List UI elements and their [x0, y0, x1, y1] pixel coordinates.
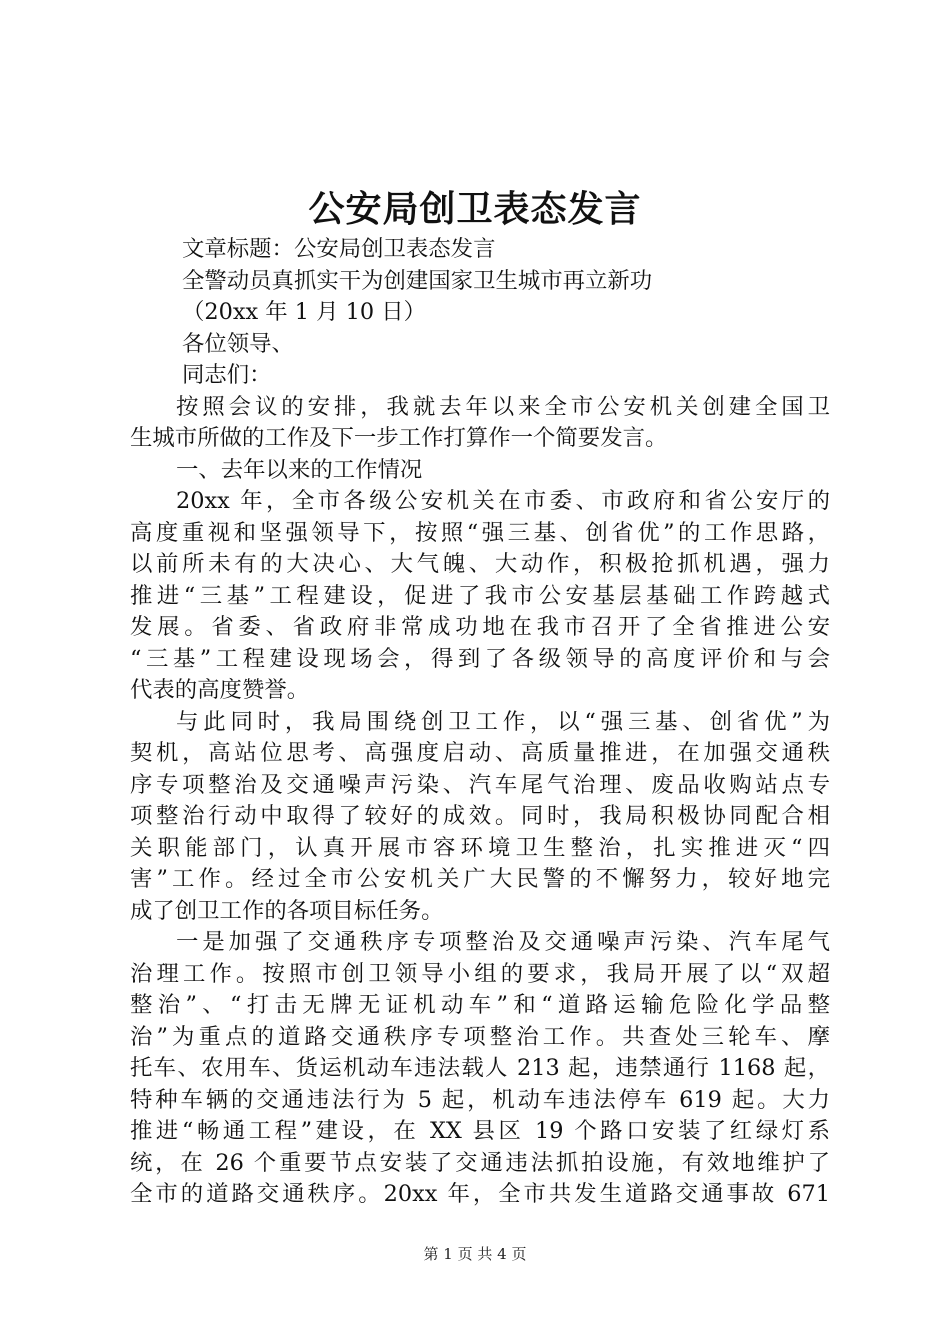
paragraph-line: 20xx 年，全市各级公安机关在市委、市政府和省公安厅的	[176, 488, 830, 514]
subtitle-line: 全警动员真抓实干为创建国家卫生城市再立新功	[182, 267, 653, 294]
paragraph-line: 统，在 26 个重要节点安装了交通违法抓拍设施，有效地维护了	[130, 1149, 830, 1176]
page-number: 第 1 页 共 4 页	[423, 1245, 527, 1263]
paragraph-line: 生城市所做的工作及下一步工作打算作一个简要发言。	[130, 425, 668, 451]
document-title: 公安局创卫表态发言	[308, 188, 642, 230]
document-body	[130, 234, 830, 1211]
paragraph-line: 推进“三基”工程建设，促进了我市公安基层基础工作跨越式	[130, 582, 830, 609]
paragraph-line: 整治”、“打击无牌无证机动车”和“道路运输危险化学品整	[130, 992, 830, 1018]
paragraph-line: 害”工作。经过全市公安机关广大民警的不懈努力，较好地完	[130, 866, 830, 892]
paragraph-line: 以前所未有的大决心、大气魄、大动作，积极抢抓机遇，强力	[130, 551, 830, 577]
paragraph-line: 序专项整治及交通噪声污染、汽车尾气治理、废品收购站点专	[130, 771, 830, 798]
paragraph-line: 托车、农用车、货运机动车违法载人 213 起，违禁通行 1168 起，	[130, 1055, 830, 1081]
paragraph-line: 项整治行动中取得了较好的成效。同时，我局积极协同配合相	[130, 803, 830, 829]
paragraph-line: 治理工作。按照市创卫领导小组的要求，我局开展了以“双超	[130, 960, 830, 987]
paragraph-line: 一是加强了交通秩序专项整治及交通噪声污染、汽车尾气	[176, 929, 830, 955]
paragraph-line: 代表的高度赞誉。	[130, 677, 310, 703]
paragraph-line: 按照会议的安排，我就去年以来全市公安机关创建全国卫	[176, 393, 830, 420]
paragraph-line: 特种车辆的交通违法行为 5 起，机动车违法停车 619 起。大力	[130, 1086, 830, 1113]
article-title-line: 文章标题：公安局创卫表态发言	[182, 236, 496, 262]
salutation-line: 同志们：	[182, 362, 272, 388]
section-heading: 一、去年以来的工作情况	[176, 456, 423, 483]
paragraph-line: 全市的道路交通秩序。20xx 年，全市共发生道路交通事故 671	[130, 1181, 830, 1207]
paragraph-line: 治”为重点的道路交通秩序专项整治工作。共查处三轮车、摩	[130, 1023, 830, 1050]
paragraph-line: 发展。省委、省政府非常成功地在我市召开了全省推进公安	[130, 614, 830, 640]
paragraph-line: 关职能部门，认真开展市容环境卫生整治，扎实推进灭“四	[130, 834, 830, 861]
paragraph-line: 与此同时，我局围绕创卫工作，以“强三基、创省优”为	[176, 708, 830, 735]
paragraph-line: 成了创卫工作的各项目标任务。	[130, 897, 444, 924]
paragraph-line: “三基”工程建设现场会，得到了各级领导的高度评价和与会	[130, 645, 830, 672]
paragraph-line: 推进“畅通工程”建设，在 XX 县区 19 个路口安装了红绿灯系	[130, 1118, 830, 1144]
paragraph-line: 高度重视和坚强领导下，按照“强三基、创省优”的工作思路，	[130, 519, 830, 546]
salutation-line: 各位领导、	[182, 330, 294, 357]
paragraph-line: 契机，高站位思考、高强度启动、高质量推进，在加强交通秩	[130, 740, 830, 766]
date-line: （20xx 年 1 月 10 日）	[182, 299, 427, 325]
